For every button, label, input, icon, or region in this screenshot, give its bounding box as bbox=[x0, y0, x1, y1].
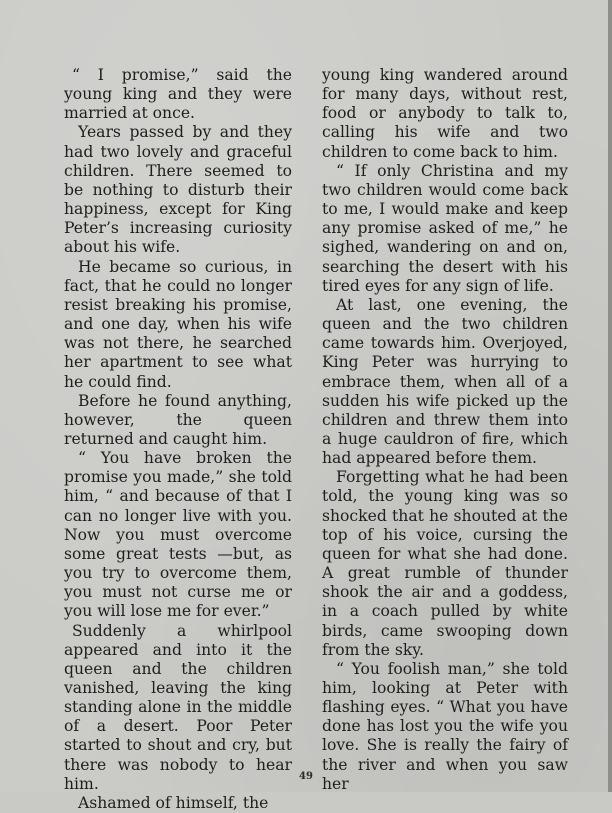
paragraph: “ You foolish man,” she told him, looking at Peter with flashing eyes. “ What you have done has lost you the wife you love. She is really the fairy of the river and when you saw her bbox=[322, 659, 568, 793]
paragraph: “ You have broken the promise you made,” she told him, “ and because of that I can no longer live with you. Now you must overcome some great tests —but, as you try to overcome them, you must not curse me or you will lose me for ever.” bbox=[64, 449, 292, 621]
paragraph: Suddenly a whirlpool appeared and into it the queen and the children vanished, leaving the king standing alone in the middle of a desert. Poor Peter started to shout and cry, but there was nobody to hear him. bbox=[64, 621, 292, 793]
paragraph: Forgetting what he had been told, the young king was so shocked that he shouted at the top of his voice, cursing the queen for what she had done. A great rumble of thunder shook the air and a goddess, in a coach pulled by white birds, came swooping down from the sky. bbox=[322, 468, 568, 659]
page-number: 49 bbox=[299, 771, 313, 782]
paragraph: “ If only Christina and my two children would come back to me, I would make and keep any promise asked of me,” he sighed, wandering on and on, searching the desert with his tired eyes for any sign of life. bbox=[322, 161, 568, 295]
paragraph: young king wandered around for many days, without rest, food or anybody to talk to, calling his wife and two children to come back to him. bbox=[322, 66, 568, 161]
paragraph: “ I promise,” said the young king and they were married at once. bbox=[64, 66, 292, 123]
paragraph: He became so curious, in fact, that he could no longer resist breaking his promise, and one day, when his wife was not there, he searched her apartment to see what he could find. bbox=[64, 257, 292, 391]
paragraph: Before he found anything, however, the queen returned and caught him. bbox=[64, 391, 292, 448]
paragraph: Years passed by and they had two lovely and graceful children. There seemed to be nothing to disturb their happiness, except for King Peter’s increasing curiosity about his wife. bbox=[64, 123, 292, 257]
page-edge-shadow bbox=[608, 0, 612, 792]
paragraph: Ashamed of himself, the bbox=[78, 793, 269, 812]
left-text-column bbox=[64, 66, 292, 813]
right-text-column bbox=[322, 66, 568, 794]
paragraph: At last, one evening, the queen and the two children came towards him. Overjoyed, King Peter was hurrying to embrace them, when all of a sudden his wife picked up the children and threw them into a huge cauldron of fire, which had appeared before them. bbox=[322, 295, 568, 468]
